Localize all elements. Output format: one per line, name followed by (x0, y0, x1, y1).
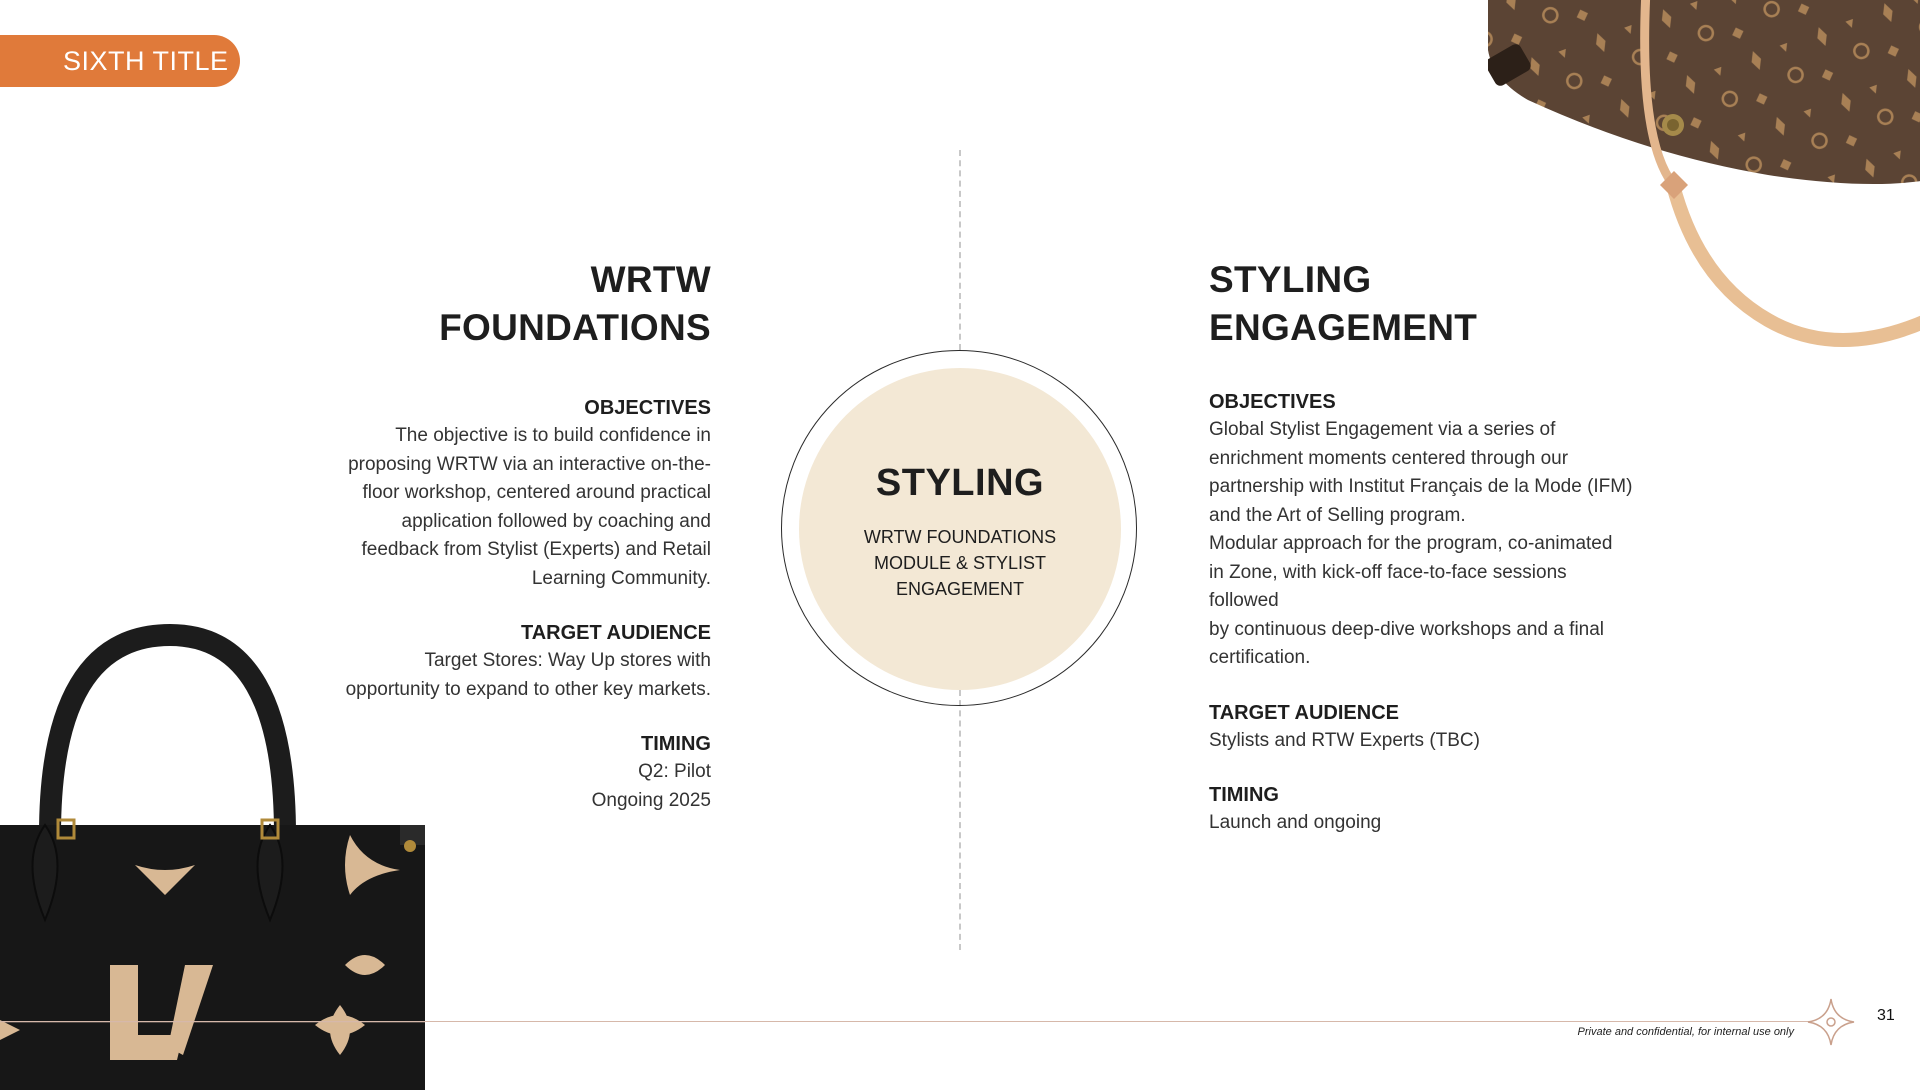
text-line: by continuous deep-dive workshops and a final (1209, 618, 1605, 640)
left-title-line: WRTW (590, 259, 711, 300)
confidential-note: Private and confidential, for internal use only (1577, 1026, 1794, 1038)
text-line: and the Art of Selling program. (1209, 504, 1466, 526)
text-line: certification. (1209, 647, 1311, 668)
section-tab: SIXTH TITLE (0, 35, 240, 87)
monogram-star-icon (1806, 997, 1856, 1047)
dashed-divider-top (959, 150, 961, 350)
center-subtitle-line: ENGAGEMENT (895, 579, 1024, 599)
text-line: The objective is to build confidence in (395, 425, 711, 446)
text-line: Launch and ongoing (1209, 812, 1382, 833)
center-subtitle (840, 524, 1080, 602)
left-objectives-text (291, 422, 711, 593)
text-line: partnership with Institut Français de la Mode (IFM) (1209, 476, 1633, 497)
text-line: opportunity to expand to other key markets. (345, 678, 711, 700)
text-line: Modular approach for the program, co-animated (1209, 533, 1613, 554)
center-subtitle-line: MODULE & STYLIST (873, 553, 1047, 573)
left-timing-heading: TIMING (641, 733, 711, 755)
left-audience-heading: TARGET AUDIENCE (521, 622, 711, 644)
center-title: STYLING (875, 462, 1045, 504)
text-line: Q2: Pilot (638, 761, 711, 782)
left-timing-text (291, 758, 711, 815)
right-timing-text (1209, 809, 1639, 838)
text-line: floor workshop, centered around practical (362, 482, 711, 503)
right-objectives-text (1209, 416, 1639, 673)
left-objectives-heading: OBJECTIVES (584, 397, 711, 419)
right-title-line: STYLING (1209, 259, 1372, 300)
left-title (291, 256, 711, 352)
text-line: proposing WRTW via an interactive on-the- (348, 453, 711, 475)
page-number: 31 (1877, 1007, 1895, 1024)
text-line: feedback from Stylist (Experts) and Retail (361, 539, 711, 560)
dashed-divider-bottom (959, 690, 961, 950)
left-column (291, 256, 711, 815)
right-audience-text (1209, 727, 1639, 756)
left-title-line: FOUNDATIONS (439, 307, 711, 348)
text-line: Learning Community. (531, 567, 711, 589)
left-audience-text (291, 647, 711, 704)
right-audience-heading: TARGET AUDIENCE (1209, 701, 1399, 724)
text-line: enrichment moments centered through our (1209, 447, 1569, 469)
text-line: Ongoing 2025 (591, 789, 711, 811)
right-column (1209, 256, 1639, 838)
right-title (1209, 256, 1639, 352)
text-line: Global Stylist Engagement via a series of (1209, 419, 1556, 440)
right-objectives-heading: OBJECTIVES (1209, 391, 1336, 413)
right-title-line: ENGAGEMENT (1209, 307, 1478, 348)
footer-rule (0, 1021, 1810, 1022)
center-subtitle-line: WRTW FOUNDATIONS (863, 527, 1057, 547)
text-line: Target Stores: Way Up stores with (424, 650, 711, 671)
text-line: in Zone, with kick-off face-to-face sessions followed (1209, 561, 1567, 611)
text-line: application followed by coaching and (401, 510, 711, 532)
right-timing-heading: TIMING (1209, 784, 1279, 806)
text-line: Stylists and RTW Experts (TBC) (1209, 729, 1480, 751)
